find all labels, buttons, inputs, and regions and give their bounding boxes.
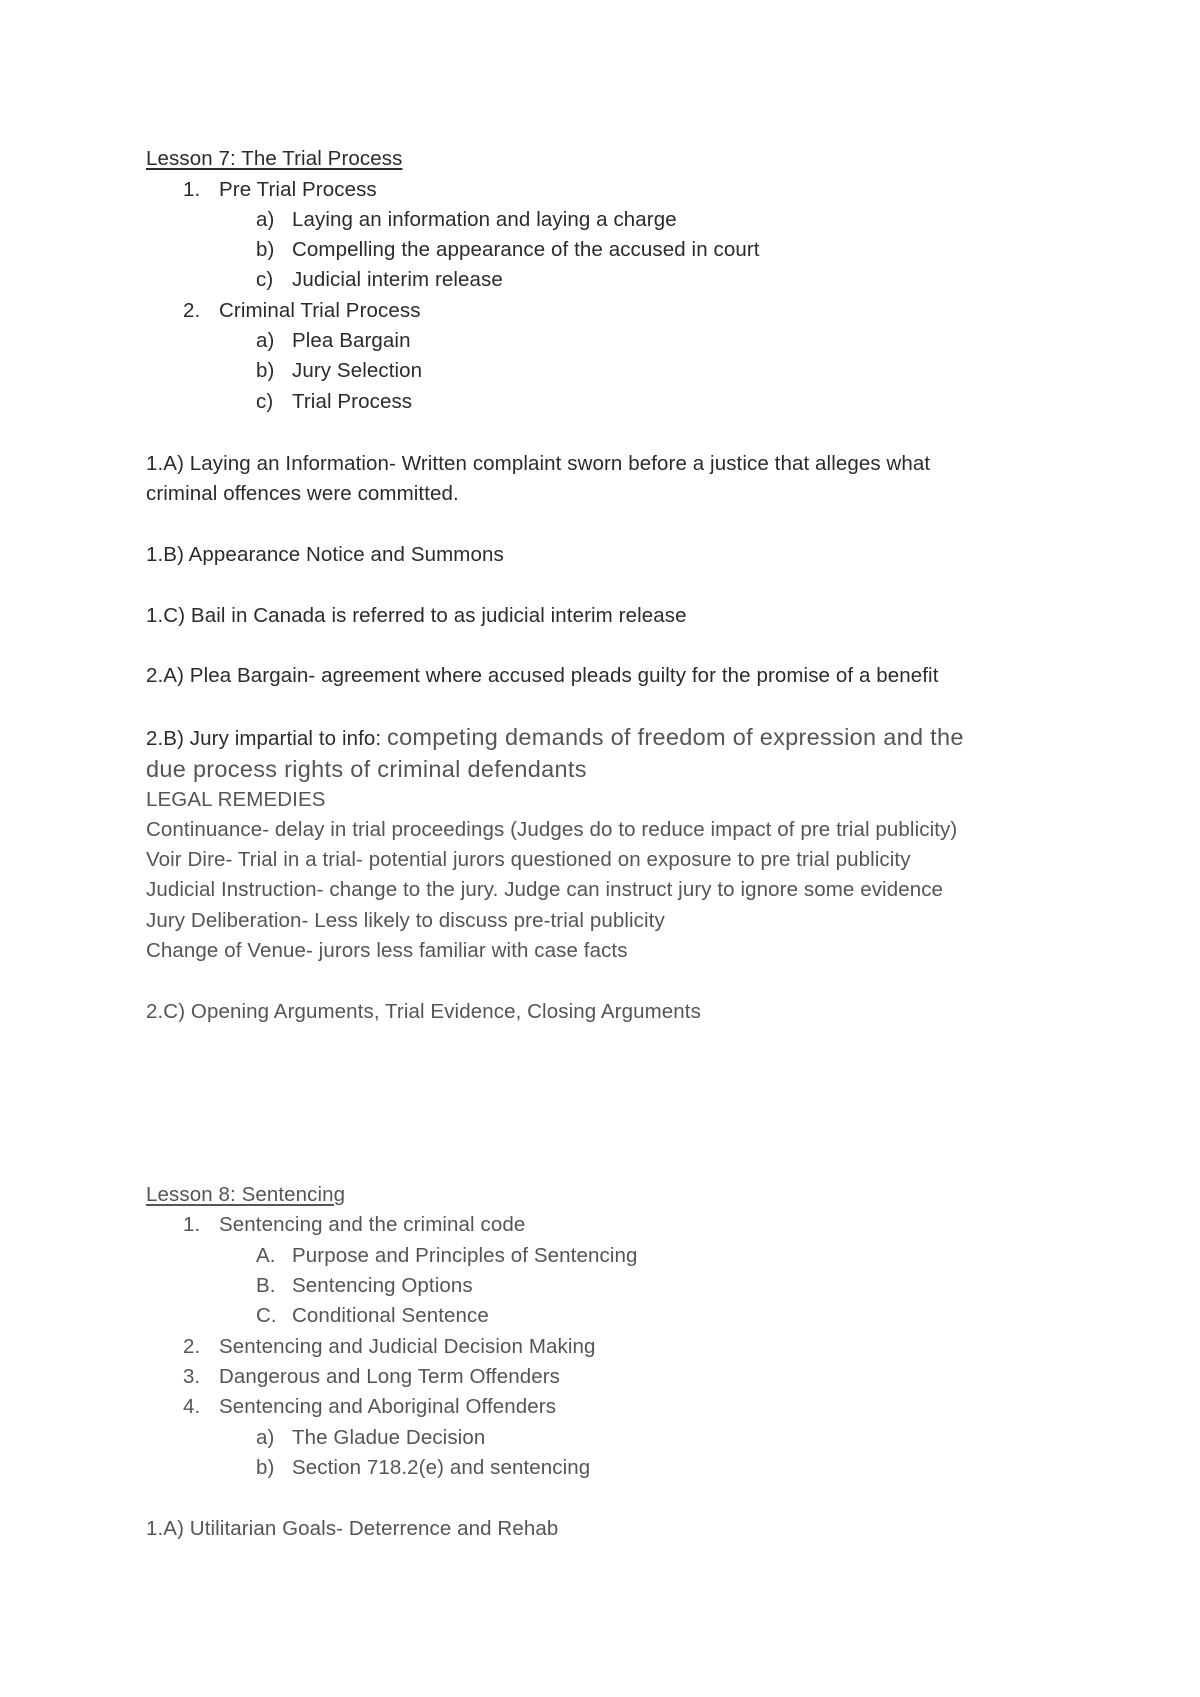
outline-marker: a) [256,1426,275,1449]
outline-subitem [256,390,413,414]
outline-text: Criminal Trial Process [219,299,421,322]
outline-marker: B. [256,1274,276,1297]
legal-remedy-item: Jury Deliberation- Less likely to discuss pre-trial publicity [146,909,665,932]
outline-text: Dangerous and Long Term Offenders [219,1365,561,1388]
outline-marker: c) [256,268,274,291]
legal-remedy-item: Continuance- delay in trial proceedings (Judges do to reduce impact of pre trial publicity) [146,818,958,841]
outline-item [183,1395,557,1419]
outline-marker: C. [256,1304,277,1327]
outline-item [183,178,377,202]
outline-marker: 3. [183,1365,201,1388]
outline-subitem [256,329,411,353]
legal-remedies-heading: LEGAL REMEDIES [146,788,326,811]
legal-remedy-item: Judicial Instruction- change to the jury. Judge can instruct jury to ignore some evidence [146,878,944,901]
outline-item [183,1335,596,1359]
legal-remedy-item: Voir Dire- Trial in a trial- potential jurors questioned on exposure to pre trial publicity [146,848,911,871]
note-1a-continued: criminal offences were committed. [146,482,459,505]
note-2b-prefix: 2.B) Jury impartial to info: [146,727,388,750]
outline-subitem [256,1426,486,1450]
outline-text: Purpose and Principles of Sentencing [292,1244,638,1267]
outline-subitem [256,268,503,292]
legal-remedy-item: Change of Venue- jurors less familiar with case facts [146,939,628,962]
outline-text: Sentencing Options [292,1274,473,1297]
outline-marker: b) [256,238,275,261]
outline-item [183,1365,561,1389]
note-2b [146,725,964,751]
outline-text: Plea Bargain [292,329,411,352]
outline-text: Section 718.2(e) and sentencing [292,1456,591,1479]
outline-marker: 1. [183,178,201,201]
outline-text: Pre Trial Process [219,178,377,201]
outline-text: Jury Selection [292,359,423,382]
outline-marker: b) [256,359,275,382]
outline-subitem [256,359,423,383]
outline-marker: 1. [183,1213,201,1236]
outline-text: Sentencing and the criminal code [219,1213,526,1236]
note-2b-emphasis: competing demands of freedom of expression and the [387,724,964,750]
note-1b: 1.B) Appearance Notice and Summons [146,543,504,566]
outline-text: The Gladue Decision [292,1426,486,1449]
outline-text: Conditional Sentence [292,1304,489,1327]
outline-subitem [256,238,760,262]
note-8-1a: 1.A) Utilitarian Goals- Deterrence and Rehab [146,1517,559,1540]
outline-marker: A. [256,1244,276,1267]
outline-subitem [256,1304,489,1328]
outline-subitem [256,1274,473,1298]
outline-text: Compelling the appearance of the accused in court [292,238,760,261]
lesson-7-title: Lesson 7: The Trial Process [146,147,403,170]
outline-item [183,299,421,323]
outline-subitem [256,1244,638,1268]
outline-text: Laying an information and laying a charge [292,208,677,231]
outline-marker: a) [256,329,275,352]
note-2a: 2.A) Plea Bargain- agreement where accused pleads guilty for the promise of a benefit [146,664,939,687]
outline-marker: c) [256,390,274,413]
outline-marker: 2. [183,1335,201,1358]
outline-text: Sentencing and Judicial Decision Making [219,1335,596,1358]
outline-marker: 2. [183,299,201,322]
outline-text: Judicial interim release [292,268,503,291]
outline-item [183,1213,526,1237]
note-2b-emphasis-continued: due process rights of criminal defendants [146,756,587,782]
outline-marker: a) [256,208,275,231]
note-2c: 2.C) Opening Arguments, Trial Evidence, Closing Arguments [146,1000,701,1023]
lesson-8-title: Lesson 8: Sentencing [146,1183,346,1206]
outline-marker: b) [256,1456,275,1479]
note-1a: 1.A) Laying an Information- Written complaint sworn before a justice that alleges what [146,452,931,475]
outline-text: Trial Process [292,390,413,413]
outline-subitem [256,1456,591,1480]
note-1c: 1.C) Bail in Canada is referred to as judicial interim release [146,604,687,627]
outline-subitem [256,208,677,232]
outline-text: Sentencing and Aboriginal Offenders [219,1395,557,1418]
outline-marker: 4. [183,1395,201,1418]
